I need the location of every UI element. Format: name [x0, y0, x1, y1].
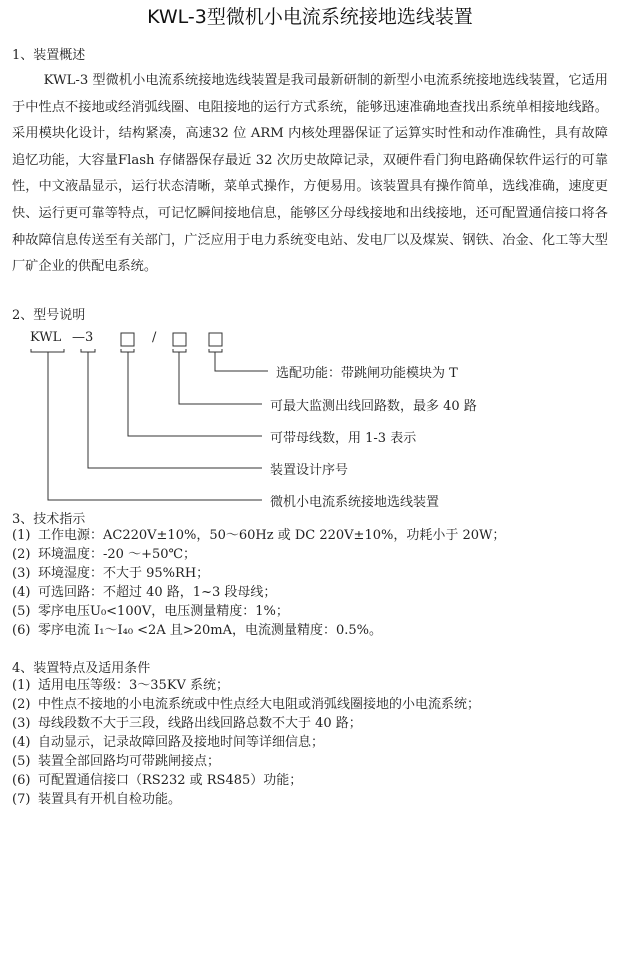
tech-spec-list	[12, 526, 505, 640]
section-1-body: KWL-3 型微机小电流系统接地选线装置是我司最新研制的新型小电流系统接地选线装置，它适用于中性点不接地或经消弧线圈、电阻接地的运行方式系统，能够迅速准确地查找出系统单相接地线路。采用模块化设计，结构紧凑，高速32 位 ARM 内核处理器保证了运算实时性和动作准确性，具有故障追忆功能，大容量Flash 存储器保存最近 32 次历史故障记录，双硬件看门狗电路确保软件运行的可靠性，中文液晶显示，运行状态清晰，菜单式操作，方便易用。该装置具有操作简单，选线准确，速度更快、运行更可靠等特点，可记忆瞬间接地信息，能够区分母线接地和出线接地，还可配置通信接口将各种故障信息传送至有关部门，广泛应用于电力系统变电站、发电厂以及煤炭、钢铁、冶金、化工等大型厂矿企业的供配电系统。	[12, 73, 608, 275]
list-item: (3) 母线段数不大于三段，线路出线回路总数不大于 40 路；	[12, 716, 362, 731]
option-box-trip	[209, 333, 222, 346]
list-item: (4) 可选回路：不超过 40 路，1~3 段母线；	[12, 585, 277, 600]
label-busbar-count: 可带母线数，用 1-3 表示	[270, 431, 417, 446]
section-2-heading: 2、型号说明	[12, 308, 86, 323]
list-item: (6) 可配置通信接口（RS232 或 RS485）功能；	[12, 773, 303, 788]
model-slash: /	[152, 330, 157, 345]
document-title: KWL-3型微机小电流系统接地选线装置	[147, 6, 473, 28]
list-item: (2) 中性点不接地的小电流系统或中性点经大电阻或消弧线圈接地的小电流系统；	[12, 697, 481, 712]
model-series: —3	[72, 330, 94, 345]
list-item: (6) 零序电流 I₁～I₄₀ <2A 且>20mA，电流测量精度：0.5%。	[12, 623, 383, 638]
list-item: (3) 环境湿度：不大于 95%RH；	[12, 566, 210, 581]
label-design-serial: 装置设计序号	[270, 463, 349, 478]
list-item: (4) 自动显示，记录故障回路及接地时间等详细信息；	[12, 735, 325, 750]
list-item: (5) 零序电压U₀<100V，电压测量精度：1%；	[12, 604, 289, 619]
list-item: (1) 工作电源：AC220V±10%，50～60Hz 或 DC 220V±10%，功耗小于 20W；	[12, 528, 506, 543]
option-box-busbar	[121, 333, 134, 346]
list-item: (7) 装置具有开机自检功能。	[12, 792, 182, 807]
label-device-name: 微机小电流系统接地选线装置	[270, 495, 440, 510]
list-item: (2) 环境温度：-20 ～+50℃；	[12, 547, 197, 562]
model-prefix: KWL	[30, 330, 62, 345]
label-trip-option: 选配功能：带跳闸功能模块为 T	[276, 366, 458, 381]
section-1-heading: 1、装置概述	[12, 48, 86, 63]
section-3-heading: 3、技术指示	[12, 512, 86, 527]
label-max-circuits: 可最大监测出线回路数，最多 40 路	[270, 399, 477, 414]
features-list	[12, 676, 480, 809]
option-box-circuits	[173, 333, 186, 346]
section-4-heading: 4、装置特点及适用条件	[12, 661, 151, 676]
list-item: (5) 装置全部回路均可带跳闸接点；	[12, 754, 221, 769]
list-item: (1) 适用电压等级：3～35KV 系统；	[12, 678, 230, 693]
